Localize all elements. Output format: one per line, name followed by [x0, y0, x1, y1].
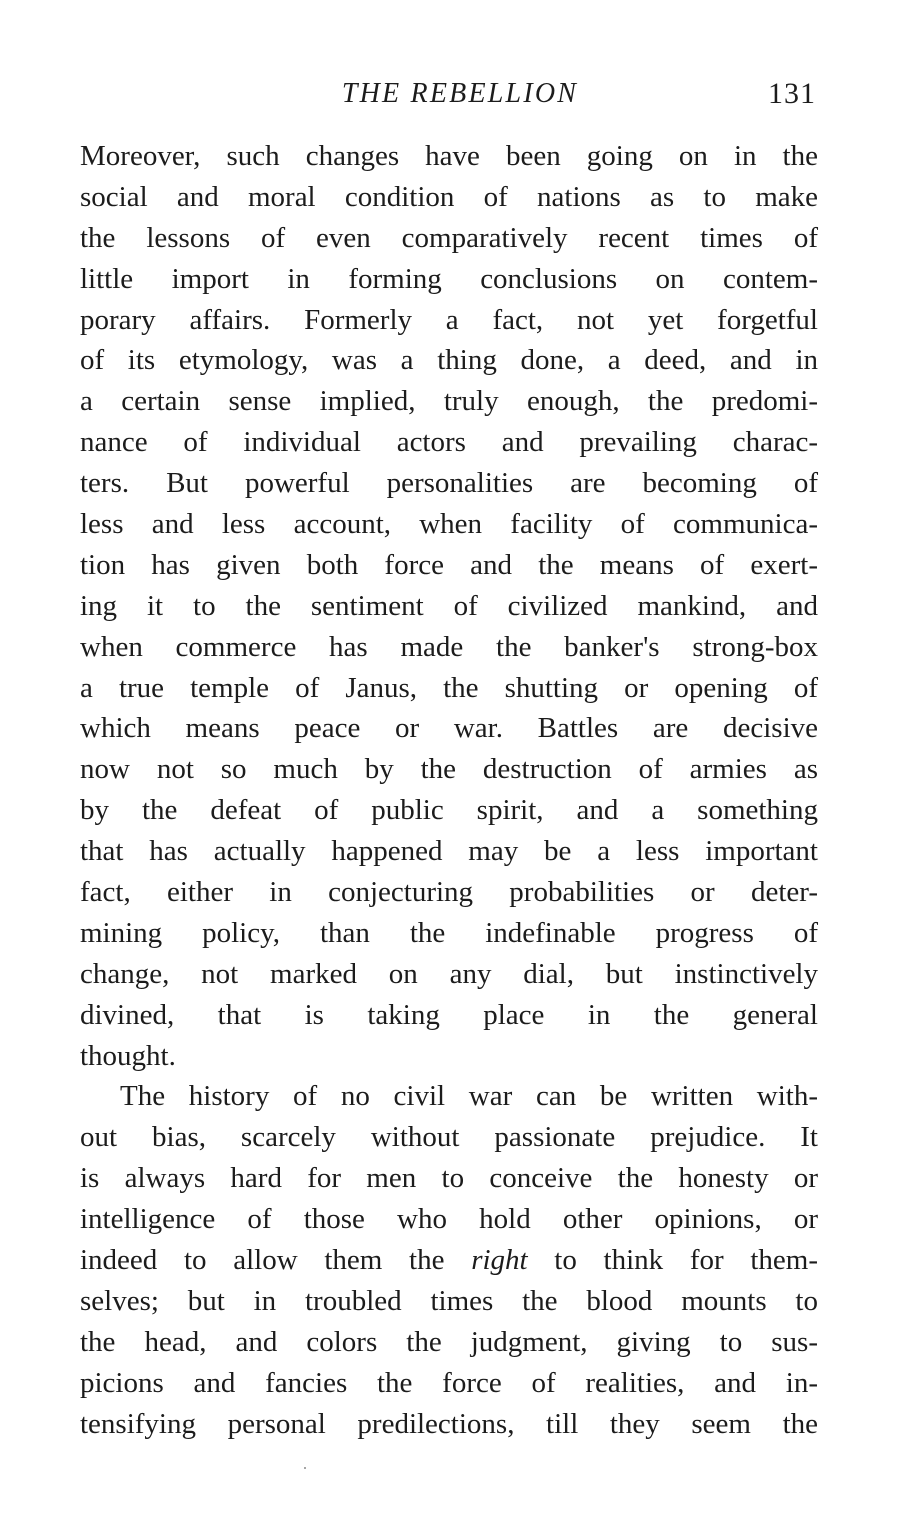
text-segment: indeed to allow them the: [80, 1244, 472, 1277]
text-line: nance of individual actors and prevailing charac-: [80, 426, 818, 459]
text-line: tensifying personal predilections, till they seem the: [80, 1407, 818, 1440]
text-line: intelligence of those who hold other opinions, or: [80, 1203, 818, 1236]
text-line: fact, either in conjecturing probabilities or deter-: [80, 876, 818, 909]
text-line-with-emphasis: [80, 1240, 818, 1281]
running-title: THE REBELLION: [341, 78, 579, 109]
paragraph-2: [80, 1076, 818, 1444]
text-line: selves; but in troubled times the blood mounts to: [80, 1284, 818, 1317]
text-line: the lessons of even comparatively recent times of: [80, 221, 818, 254]
text-line: a certain sense implied, truly enough, the predomi-: [80, 385, 818, 418]
text-line: by the defeat of public spirit, and a something: [80, 794, 818, 827]
text-line: mining policy, than the indefinable progress of: [80, 916, 818, 949]
text-line: thought.: [80, 1039, 176, 1072]
text-line: picions and fancies the force of realities, and in-: [80, 1366, 818, 1399]
text-line: now not so much by the destruction of armies as: [80, 753, 818, 786]
page-number: 131: [768, 77, 816, 110]
text-line: divined, that is taking place in the general: [80, 998, 818, 1031]
text-line: when commerce has made the banker's strong-box: [80, 630, 818, 663]
text-segment: to think for them-: [527, 1244, 819, 1277]
body-text: [80, 136, 818, 1445]
print-speck: [304, 1467, 306, 1469]
emphasized-word: right: [471, 1244, 528, 1277]
text-line: is always hard for men to conceive the honesty or: [80, 1162, 818, 1195]
text-line: the head, and colors the judgment, giving to sus-: [80, 1325, 818, 1358]
running-head: [80, 74, 820, 118]
text-line: that has actually happened may be a less important: [80, 835, 818, 868]
text-line: porary affairs. Formerly a fact, not yet forgetful: [80, 303, 818, 336]
text-line: tion has given both force and the means of exert-: [80, 548, 818, 581]
text-line: change, not marked on any dial, but instinctively: [80, 957, 818, 990]
text-line: of its etymology, was a thing done, a deed, and in: [80, 344, 818, 377]
text-line: little import in forming conclusions on contem-: [80, 262, 818, 295]
text-line: which means peace or war. Battles are decisive: [80, 712, 818, 745]
text-line: ters. But powerful personalities are becoming of: [80, 467, 818, 500]
text-line: ing it to the sentiment of civilized mankind, and: [80, 589, 818, 622]
text-line: Moreover, such changes have been going on in the: [80, 140, 818, 172]
text-line: social and moral condition of nations as to make: [80, 180, 818, 213]
text-line: out bias, scarcely without passionate prejudice. It: [80, 1121, 818, 1154]
text-line: less and less account, when facility of communica-: [80, 508, 818, 541]
paragraph-1: [80, 136, 818, 1076]
text-line: The history of no civil war can be written with-: [120, 1080, 818, 1113]
text-line: a true temple of Janus, the shutting or opening of: [80, 671, 818, 704]
